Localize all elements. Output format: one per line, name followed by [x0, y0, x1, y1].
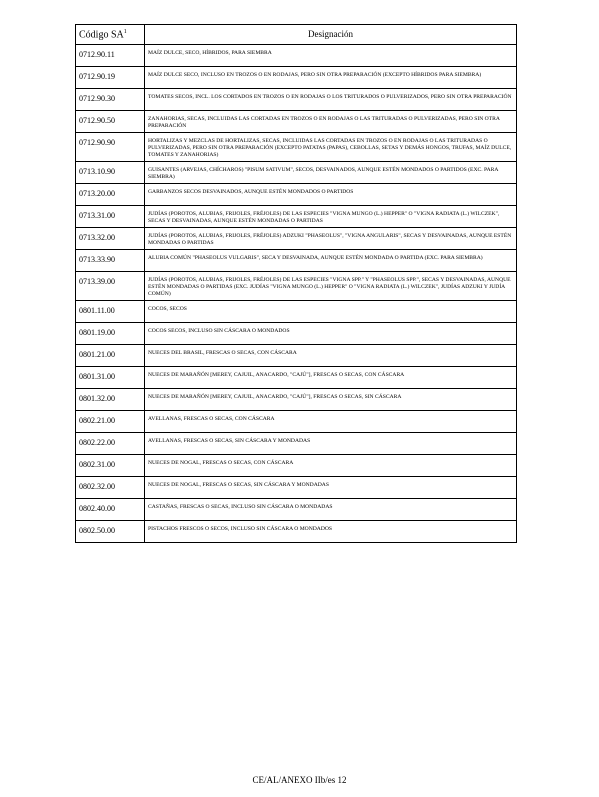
designation-cell: ZANAHORIAS, SECAS, INCLUIDAS LAS CORTADAS EN TROZOS O EN RODAJAS O LAS TRITURADAS O PULVERIZADAS, PERO SIN OTRA PREPARACIÓN	[145, 111, 517, 133]
designation-cell: NUECES DE MARAÑÓN [MEREY, CAJUIL, ANACARDO, "CAJÚ"], FRESCAS O SECAS, SIN CÁSCARA	[145, 389, 517, 411]
table-row	[76, 345, 517, 367]
hs-code-cell: 0713.20.00	[76, 184, 145, 206]
designation-cell: AVELLANAS, FRESCAS O SECAS, CON CÁSCARA	[145, 411, 517, 433]
table-row	[76, 228, 517, 250]
hs-code-cell: 0801.19.00	[76, 323, 145, 345]
table-row	[76, 433, 517, 455]
hs-code-cell: 0712.90.50	[76, 111, 145, 133]
hs-code-cell: 0712.90.30	[76, 89, 145, 111]
hs-code-cell: 0802.21.00	[76, 411, 145, 433]
table-row	[76, 323, 517, 345]
table-row	[76, 45, 517, 67]
hs-code-cell: 0712.90.90	[76, 133, 145, 162]
table-row	[76, 477, 517, 499]
table-row	[76, 111, 517, 133]
hs-code-cell: 0801.11.00	[76, 301, 145, 323]
table-row	[76, 455, 517, 477]
hs-code-cell: 0713.32.00	[76, 228, 145, 250]
designation-cell: MAÍZ DULCE SECO, INCLUSO EN TROZOS O EN RODAJAS, PERO SIN OTRA PREPARACIÓN (EXCEPTO HÍBRIDOS PARA SIEMBRA)	[145, 67, 517, 89]
designation-cell: NUECES DE MARAÑÓN [MEREY, CAJUIL, ANACARDO, "CAJÚ"], FRESCAS O SECAS, CON CÁSCARA	[145, 367, 517, 389]
designation-cell: COCOS, SECOS	[145, 301, 517, 323]
table-row	[76, 301, 517, 323]
table-body	[76, 45, 517, 543]
designation-cell: GARBANZOS SECOS DESVAINADOS, AUNQUE ESTÉN MONDADOS O PARTIDOS	[145, 184, 517, 206]
table-row	[76, 389, 517, 411]
table-row	[76, 272, 517, 301]
designation-cell: MAÍZ DULCE, SECO, HÍBRIDOS, PARA SIEMBRA	[145, 45, 517, 67]
designation-cell: HORTALIZAS Y MEZCLAS DE HORTALIZAS, SECAS, INCLUIDAS LAS CORTADAS EN TROZOS O EN RODAJAS O LAS TRITURADAS O PULVERIZADAS, PERO SIN OTRA PREPARACIÓN (EXCEPTO PATATAS (PAPAS), CEBOLLAS, SETAS Y DEMÁS HONGOS, TRUFAS, MAÍZ DULCE, TOMATES Y ZANAHORIAS)	[145, 133, 517, 162]
hs-code-cell: 0801.31.00	[76, 367, 145, 389]
table-row	[76, 367, 517, 389]
header-code-label: Código SA	[79, 29, 124, 41]
hs-code-cell: 0713.39.00	[76, 272, 145, 301]
designation-cell: JUDÍAS (POROTOS, ALUBIAS, FRIJOLES, FRÉJOLES) DE LAS ESPECIES "VIGNA SPP." Y "PHASEOLUS SPP.", SECAS Y DESVAINADAS, AUNQUE ESTÉN MONDADAS O PARTIDAS (EXC. JUDÍAS "VIGNA MUNGO (L.) HEPPER" O "VIGNA RADIATA (L.) WILCZEK", JUDÍAS ADZUKI Y JUDÍA COMÚN)	[145, 272, 517, 301]
designation-cell: GUISANTES (ARVEJAS, CHÍCHAROS) "PISUM SATIVUM", SECOS, DESVAINADOS, AUNQUE ESTÉN MONDADOS O PARTIDOS (EXC. PARA SIEMBRA)	[145, 162, 517, 184]
designation-cell: COCOS SECOS, INCLUSO SIN CÁSCARA O MONDADOS	[145, 323, 517, 345]
table-row	[76, 184, 517, 206]
designation-cell: NUECES DEL BRASIL, FRESCAS O SECAS, CON CÁSCARA	[145, 345, 517, 367]
designation-cell: JUDÍAS (POROTOS, ALUBIAS, FRIJOLES, FRÉJOLES) DE LAS ESPECIES "VIGNA MUNGO (L.) HEPPER" O "VIGNA RADIATA (L.) WILCZEK", SECAS Y DESVAINADAS, AUNQUE ESTÉN MONDADAS O PARTIDAS	[145, 206, 517, 228]
table-row	[76, 499, 517, 521]
designation-cell: NUECES DE NOGAL, FRESCAS O SECAS, CON CÁSCARA	[145, 455, 517, 477]
hs-code-cell: 0802.50.00	[76, 521, 145, 543]
table-row	[76, 67, 517, 89]
hs-code-cell: 0713.10.90	[76, 162, 145, 184]
designation-cell: CASTAÑAS, FRESCAS O SECAS, INCLUSO SIN CÁSCARA O MONDADAS	[145, 499, 517, 521]
table-row	[76, 411, 517, 433]
table-row	[76, 162, 517, 184]
designation-cell: JUDÍAS (POROTOS, ALUBIAS, FRIJOLES, FRÉJOLES) ADZUKI "PHASEOLUS", "VIGNA ANGULARIS", SECAS Y DESVAINADAS, AUNQUE ESTÉN MONDADAS O PARTIDAS	[145, 228, 517, 250]
table-row	[76, 89, 517, 111]
header-code-footnote: 1	[123, 29, 127, 35]
header-designation: Designación	[145, 25, 517, 45]
designation-cell: PISTACHOS FRESCOS O SECOS, INCLUSO SIN CÁSCARA O MONDADOS	[145, 521, 517, 543]
designation-cell: TOMATES SECOS, INCL. LOS CORTADOS EN TROZOS O EN RODAJAS O LOS TRITURADOS O PULVERIZADOS, PERO SIN OTRA PREPARACIÓN	[145, 89, 517, 111]
table-row	[76, 521, 517, 543]
hs-code-cell: 0802.40.00	[76, 499, 145, 521]
hs-code-cell: 0802.32.00	[76, 477, 145, 499]
designation-cell: NUECES DE NOGAL, FRESCAS O SECAS, SIN CÁSCARA Y MONDADAS	[145, 477, 517, 499]
table-header-row	[76, 25, 517, 45]
header-code	[76, 25, 145, 45]
designation-cell: AVELLANAS, FRESCAS O SECAS, SIN CÁSCARA Y MONDADAS	[145, 433, 517, 455]
hs-code-cell: 0802.31.00	[76, 455, 145, 477]
hs-code-cell: 0713.33.90	[76, 250, 145, 272]
hs-code-cell: 0801.32.00	[76, 389, 145, 411]
table-row	[76, 206, 517, 228]
hs-code-cell: 0712.90.11	[76, 45, 145, 67]
table-row	[76, 133, 517, 162]
hs-code-cell: 0801.21.00	[76, 345, 145, 367]
hs-code-cell: 0713.31.00	[76, 206, 145, 228]
hs-code-cell: 0712.90.19	[76, 67, 145, 89]
page-footer: CE/AL/ANEXO IIb/es 12	[252, 775, 347, 785]
tariff-table	[75, 24, 517, 543]
hs-code-cell: 0802.22.00	[76, 433, 145, 455]
designation-cell: ALUBIA COMÚN "PHASEOLUS VULGARIS", SECA Y DESVAINADA, AUNQUE ESTÉN MONDADA O PARTIDA (EXC. PARA SIEMBRA)	[145, 250, 517, 272]
table-row	[76, 250, 517, 272]
